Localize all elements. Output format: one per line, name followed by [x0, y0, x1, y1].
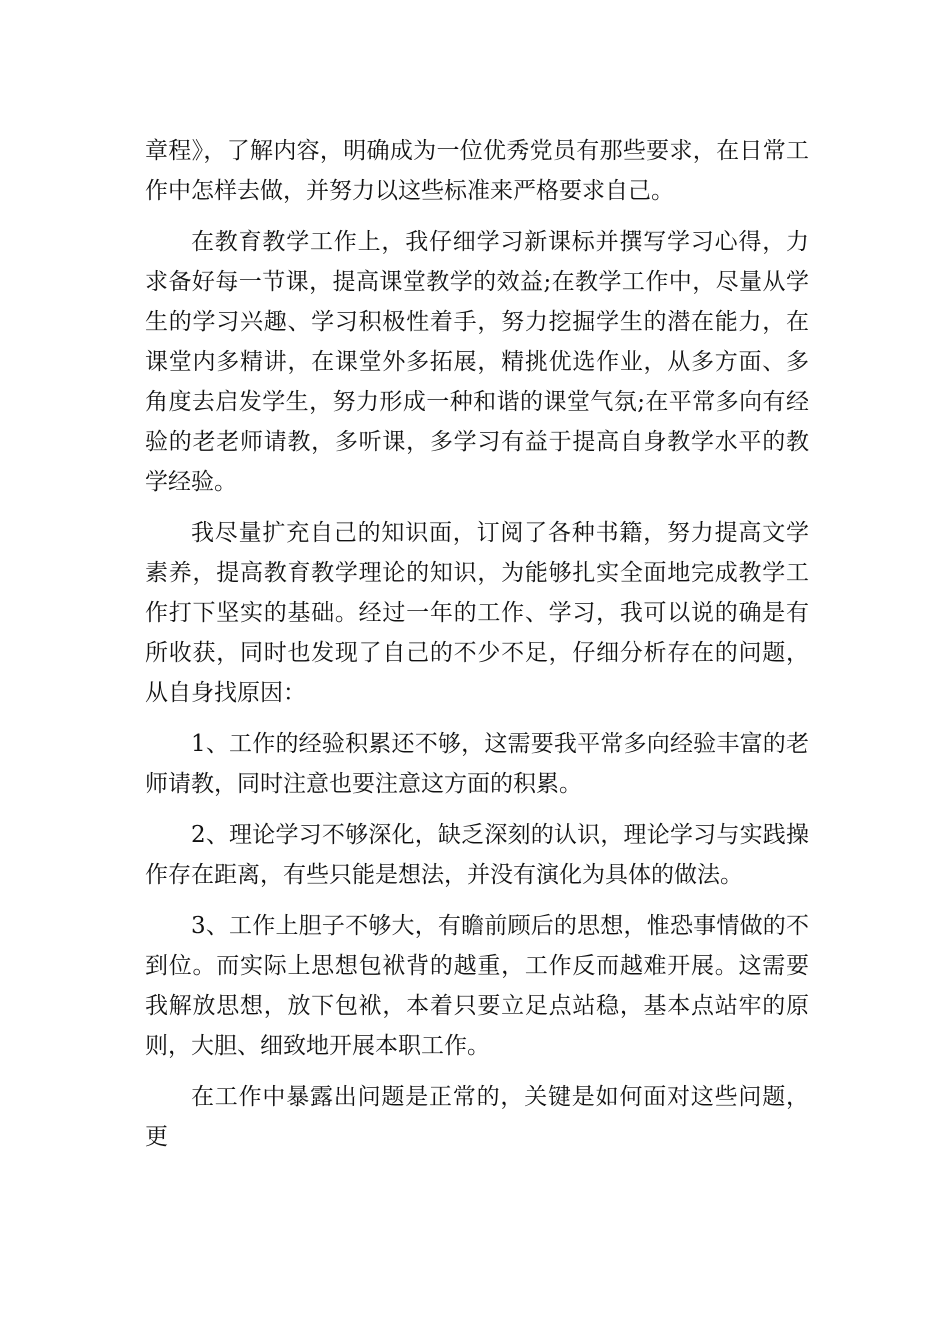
paragraph-shortcoming-2: 2、理论学习不够深化，缺乏深刻的认识，理论学习与实践操作存在距离，有些只能是想法，并没有演化为具体的做法。	[145, 822, 809, 888]
paragraph-continuation: 章程》，了解内容，明确成为一位优秀党员有那些要求，在日常工作中怎样去做，并努力以这些标准来严格要求自己。	[145, 138, 809, 204]
paragraph-conclusion-start: 在工作中暴露出问题是正常的，关键是如何面对这些问题，更	[145, 1084, 809, 1150]
paragraph-shortcoming-1: 1、工作的经验积累还不够，这需要我平常多向经验丰富的老师请教，同时注意也要注意这方面的积累。	[145, 731, 809, 797]
paragraph-teaching-work: 在教育教学工作上，我仔细学习新课标并撰写学习心得，力求备好每一节课，提高课堂教学的效益;在教学工作中，尽量从学生的学习兴趣、学习积极性着手，努力挖掘学生的潜在能力，在课堂内多精讲，在课堂外多拓展，精挑优选作业，从多方面、多角度去启发学生，努力形成一种和谐的课堂气氛;在平常多向有经验的老老师请教，多听课，多学习有益于提高自身教学水平的教学经验。	[145, 229, 809, 495]
paragraph-knowledge-expansion: 我尽量扩充自己的知识面，订阅了各种书籍，努力提高文学素养，提高教育教学理论的知识，为能够扎实全面地完成教学工作打下坚实的基础。经过一年的工作、学习，我可以说的确是有所收获，同时也发现了自己的不少不足，仔细分析存在的问题，从自身找原因：	[145, 520, 809, 706]
paragraph-shortcoming-3: 3、工作上胆子不够大，有瞻前顾后的思想，惟恐事情做的不到位。而实际上思想包袱背的越重，工作反而越难开展。这需要我解放思想，放下包袱，本着只要立足点站稳，基本点站牢的原则，大胆、细致地开展本职工作。	[145, 913, 809, 1059]
document-body	[145, 131, 809, 1157]
